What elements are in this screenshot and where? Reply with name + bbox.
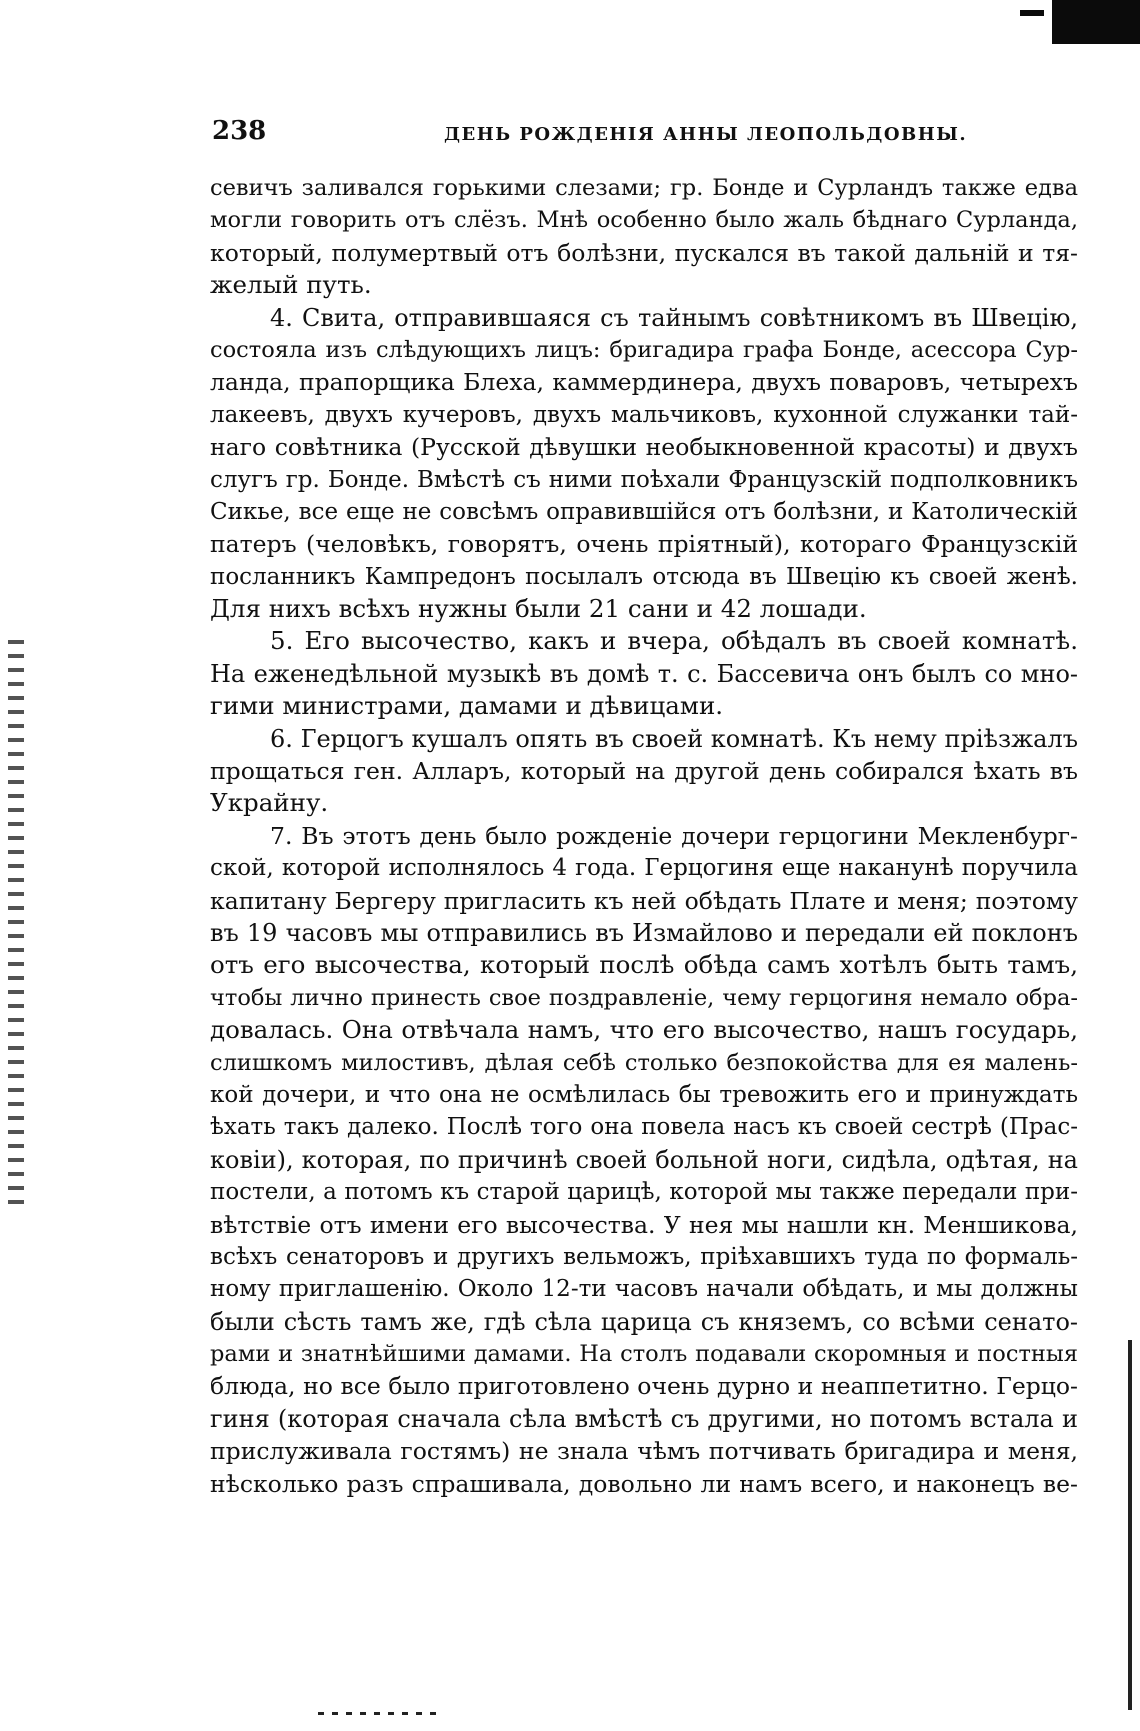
text-line: отъ его высочества, который послѣ обѣда самъ хотѣлъ быть тамъ,: [210, 950, 1078, 980]
text-line: гими министрами, дамами и дѣвицами.: [210, 691, 724, 721]
text-line: патеръ (человѣкъ, говорятъ, очень пріятный), котораго Французскій: [210, 530, 1078, 559]
text-line: слишкомъ милостивъ, дѣлая себѣ столько безпокойства для ея малень-: [210, 1049, 1078, 1076]
text-line: ской, которой исполнялось 4 года. Герцогиня еще наканунѣ поручила: [210, 855, 1078, 882]
text-line: севичъ заливался горькими слезами; гр. Бонде и Сурландъ также едва: [210, 175, 1078, 201]
page-number: 238: [212, 116, 267, 146]
text-line: ланда, прапорщика Блеха, каммердинера, двухъ поваровъ, четырехъ: [210, 368, 1078, 397]
text-line: 5. Его высочество, какъ и вчера, обѣдалъ въ своей комнатѣ.: [270, 626, 1078, 656]
text-line: 4. Свита, отправившаяся съ тайнымъ совѣтникомъ въ Швецію,: [270, 303, 1078, 332]
text-line: вѣтствіе отъ имени его высочества. У нея мы нашли кн. Меншикова,: [210, 1210, 1078, 1239]
text-line: 7. Въ этотъ день было рожденіе дочери герцогини Мекленбург-: [270, 821, 1078, 850]
text-line: лакеевъ, двухъ кучеровъ, двухъ мальчиковъ, кухонной служанки тай-: [210, 401, 1078, 428]
running-head-title: ДЕНЬ РОЖДЕНІЯ АННЫ ЛЕОПОЛЬДОВНЫ.: [444, 124, 968, 145]
text-line: гиня (которая сначала сѣла вмѣстѣ съ другими, но потомъ встала и: [210, 1404, 1078, 1433]
body-text: [210, 172, 1078, 1500]
text-line: рами и знатнѣйшими дамами. На столъ подавали скоромныя и постныя: [210, 1341, 1078, 1368]
text-line: въ 19 часовъ мы отправились въ Измайлово и передали ей поклонъ: [210, 918, 1078, 947]
text-line: посланникъ Кампредонъ посылалъ отсюда въ Швецію къ своей женѣ.: [210, 563, 1078, 590]
text-line: нѣсколько разъ спрашивала, довольно ли намъ всего, и наконецъ ве-: [210, 1469, 1078, 1498]
scan-artifact-blot: [1052, 0, 1140, 44]
scan-artifact-left-margin: [8, 640, 24, 1210]
text-line: На еженедѣльной музыкѣ въ домѣ т. с. Бассевича онъ былъ со мно-: [210, 659, 1078, 688]
text-line: прислуживала гостямъ) не знала чѣмъ потчивать бригадира и меня,: [210, 1437, 1078, 1466]
text-line: 6. Герцогъ кушалъ опять въ своей комнатѣ. Къ нему пріѣзжалъ: [270, 724, 1078, 753]
text-line: довалась. Она отвѣчала намъ, что его высочество, нашъ государь,: [210, 1015, 1078, 1045]
text-line: прощаться ген. Алларъ, который на другой день собирался ѣхать въ: [210, 757, 1078, 786]
text-line: постели, а потомъ къ старой царицѣ, которой мы также передали при-: [210, 1179, 1078, 1206]
text-line: ѣхать такъ далеко. Послѣ того она повела насъ къ своей сестрѣ (Прас-: [210, 1114, 1078, 1141]
scan-artifact-bottom: [318, 1712, 438, 1715]
scan-artifact-mark: [1020, 10, 1044, 16]
text-line: наго совѣтника (Русской дѣвушки необыкновенной красоты) и двухъ: [210, 433, 1078, 462]
text-line: чтобы лично принесть свое поздравленіе, чему герцогиня немало обра-: [210, 984, 1078, 1011]
text-line: ковіи), которая, по причинѣ своей больной ноги, сидѣла, одѣтая, на: [210, 1145, 1078, 1174]
text-line: блюда, но все было приготовлено очень дурно и неаппетитно. Герцо-: [210, 1372, 1078, 1401]
text-line: всѣхъ сенаторовъ и другихъ вельможъ, пріѣхавшихъ туда по формаль-: [210, 1243, 1078, 1270]
text-line: который, полумертвый отъ болѣзни, пускался въ такой дальній и тя-: [210, 238, 1078, 267]
text-line: состояла изъ слѣдующихъ лицъ: бригадира графа Бонде, асессора Сур-: [210, 336, 1078, 363]
text-line: Для нихъ всѣхъ нужны были 21 сани и 42 лошади.: [210, 594, 867, 624]
text-line: слугъ гр. Бонде. Вмѣстѣ съ ними поѣхали Французскій подполковникъ: [210, 466, 1078, 493]
text-line: Украйну.: [210, 788, 329, 818]
text-line: были сѣсть тамъ же, гдѣ сѣла царица съ княземъ, со всѣми сенато-: [210, 1307, 1078, 1336]
text-line: Сикье, все еще не совсѣмъ оправившійся отъ болѣзни, и Католическій: [210, 498, 1078, 525]
text-line: желый путь.: [210, 270, 372, 300]
text-line: могли говорить отъ слёзъ. Мнѣ особенно было жаль бѣднаго Сурланда,: [210, 207, 1078, 234]
text-line: капитану Бергеру пригласить къ ней обѣдать Плате и меня; поэтому: [210, 886, 1078, 915]
text-line: ному приглашенію. Около 12-ти часовъ начали обѣдать, и мы должны: [210, 1276, 1078, 1303]
text-line: кой дочери, и что она не осмѣлилась бы тревожить его и принуждать: [210, 1081, 1078, 1108]
scan-artifact-right-edge: [1128, 1340, 1132, 1710]
